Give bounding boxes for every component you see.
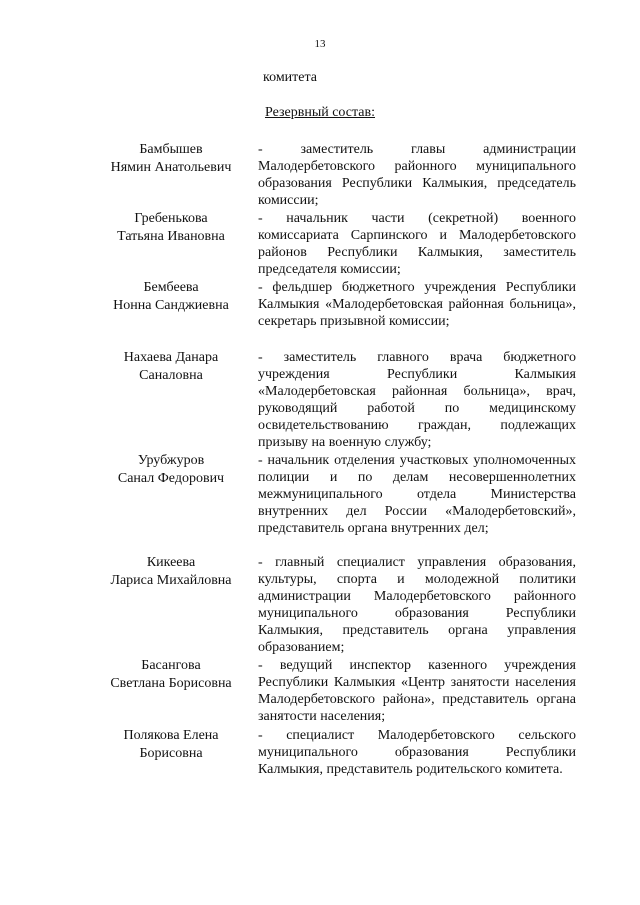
member-name	[93, 279, 249, 315]
member-name	[93, 210, 249, 246]
member-name	[93, 727, 249, 763]
section-heading-text: Резервный состав:	[264, 105, 375, 120]
member-name-line: Борисовна	[139, 746, 203, 761]
member-name-line: Светлана Борисовна	[110, 676, 232, 691]
member-name	[93, 657, 249, 693]
member-name-line: Лариса Михайловна	[110, 573, 232, 588]
member-role: - специалист Малодербетовского сельского муниципального образования Республики Калмыкия, представитель родительского комитета.	[258, 728, 576, 777]
member-name-line: Урубжуров	[137, 453, 205, 468]
member-name-line: Басангова	[141, 658, 201, 673]
member-name	[93, 141, 249, 177]
member-role: - фельдшер бюджетного учреждения Республики Калмыкия «Малодербетовская районная больница», секретарь призывной комиссии;	[258, 280, 576, 329]
member-role: - начальник части (секретной) военного комиссариата Сарпинского и Малодербетовского районов Республики Калмыкия, заместитель председателя комиссии;	[258, 211, 576, 277]
member-name	[93, 554, 249, 590]
member-name-line: Кикеева	[146, 555, 196, 570]
member-name	[93, 452, 249, 488]
member-name-line: Бамбышев	[139, 142, 203, 157]
member-name-line: Саналовна	[139, 368, 203, 383]
member-name-line: Санал Федорович	[117, 471, 225, 486]
member-name-line: Нонна Санджиевна	[113, 298, 229, 313]
member-name-line: Бембеева	[143, 280, 199, 295]
member-name-line: Нахаева Данара	[123, 350, 219, 365]
member-name-line: Татьяна Ивановна	[117, 229, 225, 244]
member-role: - заместитель главного врача бюджетного учреждения Республики Калмыкия «Малодербетовская районная больница», врач, руководящий работой по медицинскому освидетельствованию граждан, подлежащих призыву на военную службу;	[258, 350, 576, 450]
member-name	[93, 349, 249, 385]
member-name-line: Гребенькова	[134, 211, 208, 226]
member-role: - заместитель главы администрации Малодербетовского районного муниципального образования Республики Калмыкия, председатель комиссии;	[258, 142, 576, 208]
member-role: - начальник отделения участковых уполномоченных полиции и по делам несовершеннолетних межмуниципального отдела Министерства внутренних дел России «Малодербетовский», представитель органа внутренних дел;	[258, 453, 576, 536]
member-name-line: Полякова Елена	[123, 728, 219, 743]
section-heading	[0, 105, 640, 121]
member-name-line: Нямин Анатольевич	[110, 160, 232, 175]
member-role: - ведущий инспектор казенного учреждения Республики Калмыкия «Центр занятости населения Малодербетовского района», представитель органа занятости населения;	[258, 658, 576, 724]
member-role: - главный специалист управления образования, культуры, спорта и молодежной политики администрации Малодербетовского районного муниципального образования Республики Калмыкия, представитель органа управления образованием;	[258, 555, 576, 655]
continuation-text: комитета	[263, 70, 318, 85]
page-number: 13	[314, 38, 326, 50]
